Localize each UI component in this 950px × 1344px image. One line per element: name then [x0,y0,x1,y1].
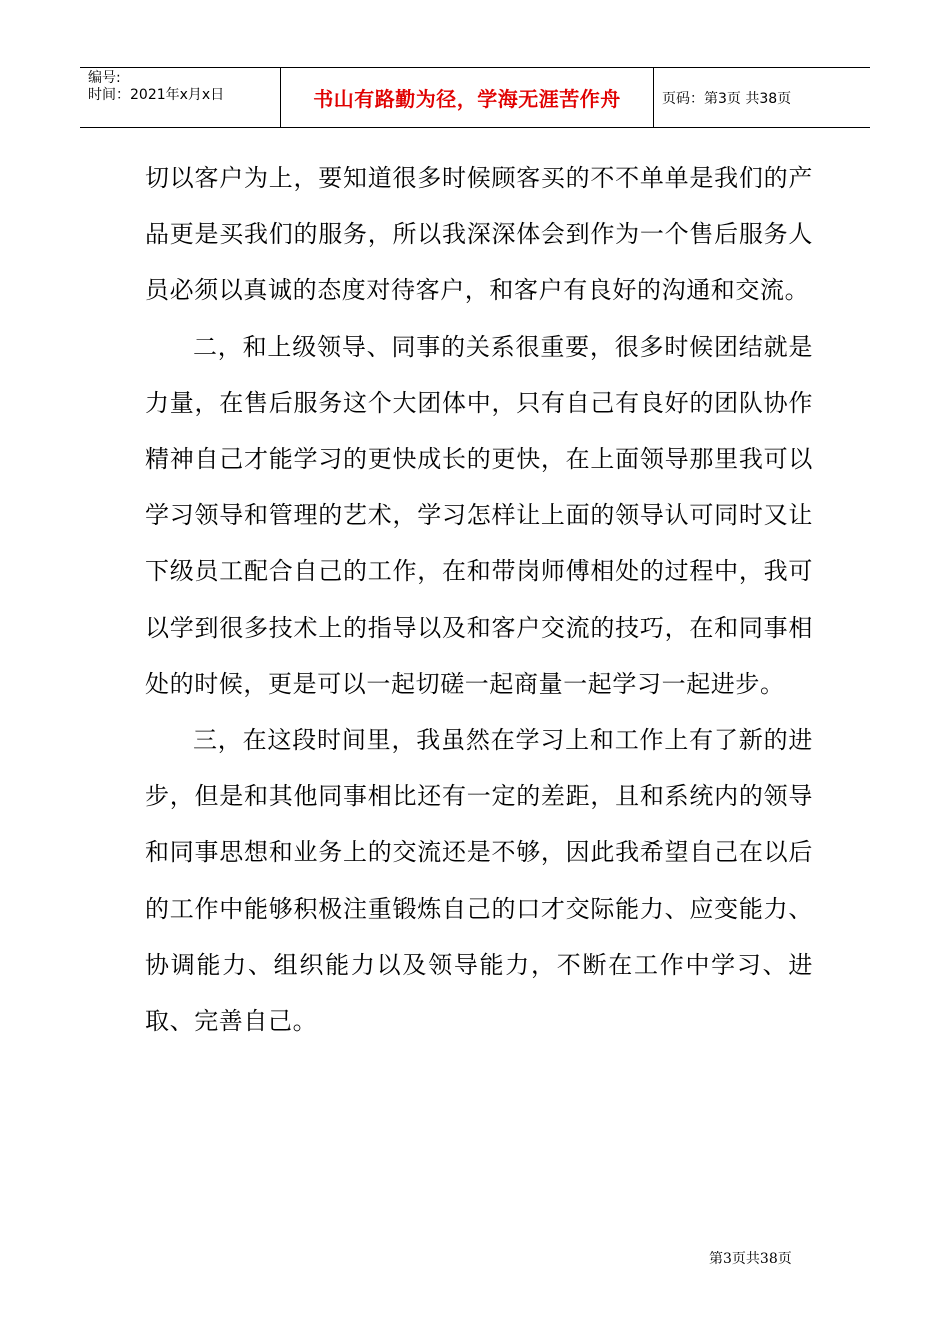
page-footer: 第3页共38页 [709,1251,792,1267]
page-header [80,67,870,128]
number-label: 编号: [88,70,121,86]
paragraph-three: 三，在这段时间里，我虽然在学习上和工作上有了新的进步，但是和其他同事相比还有一定的差距，且和系统内的领导和同事思想和业务上的交流还是不够，因此我希望自己在以后的工作中能够积极注重锻炼自己的口才交际能力、应变能力、协调能力、组织能力以及领导能力，不断在工作中学习、进取、完善自己。 [145,726,813,1036]
header-page-info: 页码：第3页 共38页 [662,90,792,107]
time-label: 时间：2021年x月x日 [88,87,225,103]
paragraph-two: 二，和上级领导、同事的关系很重要，很多时候团结就是力量，在售后服务这个大团体中，只有自己有良好的团队协作精神自己才能学习的更快成长的更快，在上面领导那里我可以学习领导和管理的艺术，学习怎样让上面的领导认可同时又让下级员工配合自己的工作，在和带岗师傅相处的过程中，我可以学到很多技术上的指导以及和客户交流的技巧，在和同事相处的时候，更是可以一起切磋一起商量一起学习一起进步。 [145,332,813,698]
header-meta [80,68,281,127]
header-motto: 书山有路勤为径，学海无涯苦作舟 [281,68,654,127]
document-body [145,150,813,1049]
paragraph-continued: 切以客户为上，要知道很多时候顾客买的不不单单是我们的产品更是买我们的服务，所以我深深体会到作为一个售后服务人员必须以真诚的态度对待客户，和客户有良好的沟通和交流。 [145,164,813,305]
